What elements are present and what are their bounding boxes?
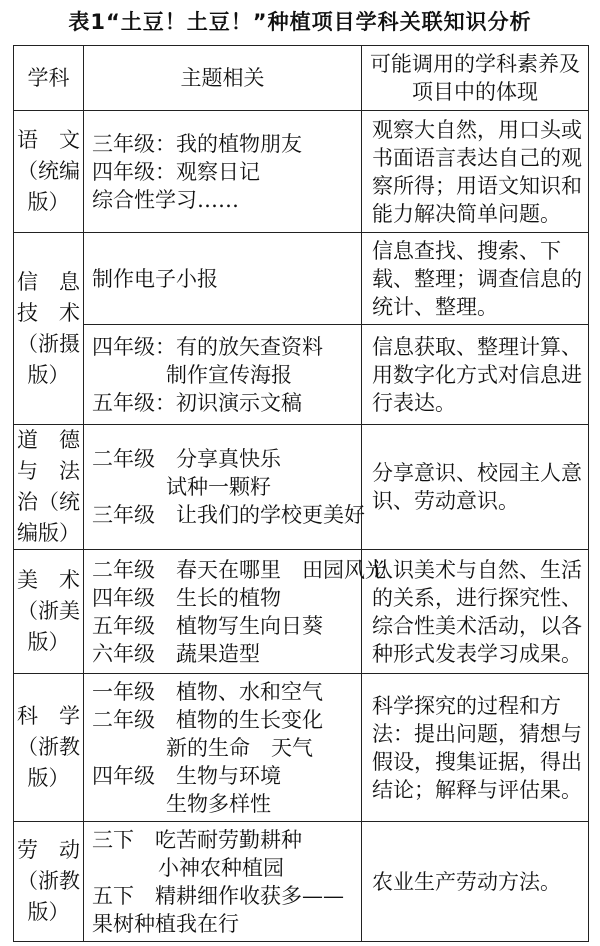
skills-cell: 信息获取、整理计算、用数字化方式对信息进行表达。 xyxy=(362,325,589,425)
topics-cell: 制作电子小报 xyxy=(84,233,362,325)
subject-cell: 美 术（浙美版） xyxy=(14,550,84,674)
table-row xyxy=(14,822,589,942)
header-subject: 学科 xyxy=(14,46,84,111)
skills-cell: 观察大自然，用口头或书面语言表达自己的观察所得；用语文知识和能力解决简单问题。 xyxy=(362,111,589,233)
subject-cell: 劳 动（浙教版） xyxy=(14,822,84,942)
topics-cell: 三年级：我的植物朋友 四年级：观察日记 综合性学习…… xyxy=(84,111,362,233)
topics-cell: 一年级 植物、水和空气 二年级 植物的生长变化 新的生命 天气 四年级 生物与环境 生物多样性 xyxy=(84,674,362,822)
skills-cell: 认识美术与自然、生活的关系，进行探究性、综合性美术活动，以各种形式发表学习成果。 xyxy=(362,550,589,674)
subject-cell: 信 息技 术（浙摄版） xyxy=(14,233,84,425)
topics-cell: 二年级 春天在哪里 田园风光 四年级 生长的植物 五年级 植物写生向日葵 六年级 蔬果造型 xyxy=(84,550,362,674)
skills-cell: 分享意识、校园主人意识、劳动意识。 xyxy=(362,425,589,550)
subject-cell: 道 德与 法治（统编版） xyxy=(14,425,84,550)
table-row xyxy=(14,674,589,822)
header-topics: 主题相关 xyxy=(84,46,362,111)
table-row xyxy=(14,550,589,674)
table-row xyxy=(14,111,589,233)
subject-cell: 语 文（统编版） xyxy=(14,111,84,233)
header-skills: 可能调用的学科素养及项目中的体现 xyxy=(362,46,589,111)
table-header-row xyxy=(14,46,589,111)
skills-cell: 信息查找、搜索、下载、整理；调查信息的统计、整理。 xyxy=(362,233,589,325)
table-title: 表1“土豆！土豆！”种植项目学科关联知识分析 xyxy=(68,10,532,34)
table-row xyxy=(14,325,589,425)
topics-cell: 三下 吃苦耐劳勤耕种 小神农种植园 五下 精耕细作收获多—— 果树种植我在行 xyxy=(84,822,362,942)
skills-cell: 科学探究的过程和方法：提出问题，猜想与假设，搜集证据，得出结论；解释与评估果。 xyxy=(362,674,589,822)
topics-cell: 四年级：有的放矢查资料 制作宣传海报 五年级：初识演示文稿 xyxy=(84,325,362,425)
table-row xyxy=(14,425,589,550)
subject-cell: 科 学（浙教版） xyxy=(14,674,84,822)
table-row xyxy=(14,233,589,325)
topics-cell: 二年级 分享真快乐 试种一颗籽 三年级 让我们的学校更美好 xyxy=(84,425,362,550)
skills-cell: 农业生产劳动方法。 xyxy=(362,822,589,942)
subject-analysis-table xyxy=(13,45,589,942)
